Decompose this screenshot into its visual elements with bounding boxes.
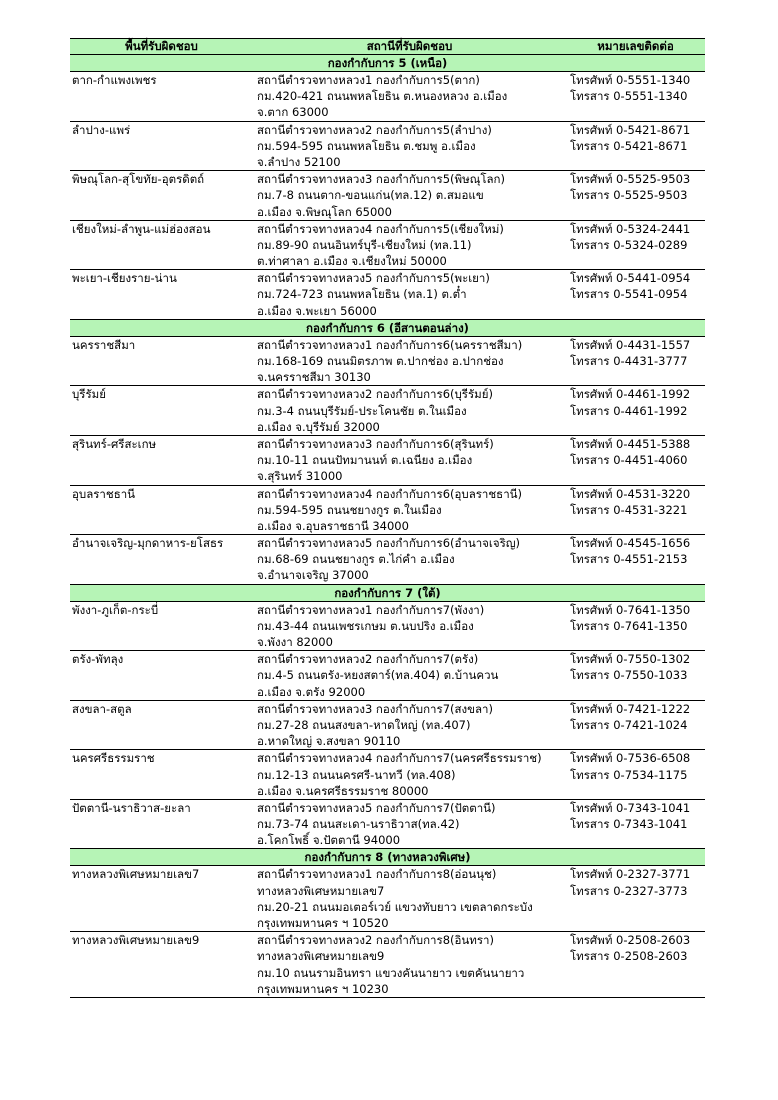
station-address-line: กม.68-69 ถนนชยางกูร ต.ไก่คำ อ.เมือง [257, 552, 455, 567]
fax-number: โทรสาร 0-7421-1024 [570, 717, 688, 732]
contact-cell [566, 171, 705, 221]
header-station: สถานีที่รับผิดชอบ [253, 39, 566, 55]
station-address-line: อ.เมือง จ.บุรีรัมย์ 32000 [257, 419, 380, 434]
area-cell: อุบลราชธานี [70, 485, 253, 535]
station-address-line: กม.12-13 ถนนนครศรี-นาทวี (ทล.408) [257, 767, 456, 782]
station-address-line: กม.27-28 ถนนสงขลา-หาดใหญ่ (ทล.407) [257, 717, 471, 732]
table-row [70, 72, 705, 122]
station-address-line: อ.เมือง จ.พิษณุโลก 65000 [257, 204, 392, 219]
header-area: พื้นที่รับผิดชอบ [70, 39, 253, 55]
station-address-line: สถานีตำรวจทางหลวง3 กองกำกับการ7(สงขลา) [257, 701, 493, 716]
station-cell [253, 386, 566, 436]
fax-number: โทรสาร 0-2327-3773 [570, 883, 688, 898]
table-row [70, 435, 705, 485]
station-address-line: สถานีตำรวจทางหลวง1 กองกำกับการ6(นครราชสีมา) [257, 337, 523, 352]
fax-number: โทรสาร 0-4451-4060 [570, 453, 688, 468]
station-address-line: อ.เมือง จ.อุบลราชธานี 34000 [257, 518, 409, 533]
fax-number: โทรสาร 0-5525-9503 [570, 188, 688, 203]
station-cell [253, 72, 566, 122]
station-address-line: ต.ท่าศาลา อ.เมือง จ.เชียงใหม่ 50000 [257, 254, 447, 269]
station-cell [253, 866, 566, 932]
contact-cell [566, 535, 705, 585]
table-row [70, 485, 705, 535]
table-row [70, 171, 705, 221]
fax-number: โทรสาร 0-7550-1033 [570, 668, 688, 683]
station-address-line: จ.ตาก 63000 [257, 105, 329, 120]
station-cell [253, 651, 566, 701]
table-body [70, 55, 705, 998]
fax-number: โทรสาร 0-5324-0289 [570, 237, 688, 252]
section-header [70, 55, 705, 72]
area-cell: นครราชสีมา [70, 336, 253, 386]
phone-number: โทรศัพท์ 0-4461-1992 [570, 387, 691, 402]
area-cell: ปัตตานี-นราธิวาส-ยะลา [70, 799, 253, 849]
station-address-line: กม.89-90 ถนนอินทร์บุรี-เชียงใหม่ (ทล.11) [257, 237, 472, 252]
area-cell: บุรีรัมย์ [70, 386, 253, 436]
station-address-line: จ.ลำปาง 52100 [257, 154, 341, 169]
contact-cell [566, 220, 705, 270]
phone-number: โทรศัพท์ 0-7421-1222 [570, 701, 691, 716]
station-cell [253, 799, 566, 849]
area-cell: พะเยา-เชียงราย-น่าน [70, 270, 253, 320]
phone-number: โทรศัพท์ 0-7550-1302 [570, 652, 691, 667]
station-address-line: สถานีตำรวจทางหลวง4 กองกำกับการ6(อุบลราชธานี) [257, 486, 523, 501]
station-address-line: สถานีตำรวจทางหลวง3 กองกำกับการ5(พิษณุโลก) [257, 172, 505, 187]
station-address-line: กม.43-44 ถนนเพชรเกษม ต.นบปริง อ.เมือง [257, 618, 474, 633]
phone-number: โทรศัพท์ 0-4545-1656 [570, 536, 691, 551]
phone-number: โทรศัพท์ 0-5551-1340 [570, 73, 691, 87]
phone-number: โทรศัพท์ 0-5525-9503 [570, 172, 691, 187]
table-row [70, 799, 705, 849]
phone-number: โทรศัพท์ 0-4431-1557 [570, 337, 691, 352]
station-address-line: จ.อำนาจเจริญ 37000 [257, 568, 369, 583]
station-address-line: อ.โคกโพธิ์ จ.ปัตตานี 94000 [257, 833, 401, 848]
station-cell [253, 535, 566, 585]
station-address-line: กม.10-11 ถนนปัทมานนท์ ต.เฉนียง อ.เมือง [257, 453, 473, 468]
station-address-line: กม.10 ถนนรามอินทรา แขวงคันนายาว เขตคันนายาว [257, 965, 525, 980]
station-address-line: สถานีตำรวจทางหลวง5 กองกำกับการ5(พะเยา) [257, 271, 490, 286]
station-address-line: กม.7-8 ถนนตาก-ขอนแก่น(ทล.12) ต.สมอแข [257, 188, 484, 203]
station-table [70, 38, 705, 998]
station-address-line: สถานีตำรวจทางหลวง1 กองกำกับการ5(ตาก) [257, 73, 480, 87]
area-cell: นครศรีธรรมราช [70, 750, 253, 800]
table-row [70, 535, 705, 585]
section-header [70, 584, 705, 601]
contact-cell [566, 485, 705, 535]
contact-cell [566, 386, 705, 436]
table-row [70, 336, 705, 386]
station-address-line: สถานีตำรวจทางหลวง5 กองกำกับการ6(อำนาจเจริญ) [257, 536, 521, 551]
station-address-line: กม.73-74 ถนนสะเดา-นราธิวาส(ทล.42) [257, 817, 460, 832]
phone-number: โทรศัพท์ 0-4531-3220 [570, 486, 691, 501]
table-row [70, 932, 705, 998]
station-cell [253, 601, 566, 651]
area-cell: พิษณุโลก-สุโขทัย-อุตรดิตถ์ [70, 171, 253, 221]
station-address-line: อ.เมือง จ.ตรัง 92000 [257, 684, 366, 699]
station-address-line: กม.724-723 ถนนพหลโยธิน (ทล.1) ต.ต๋ำ [257, 287, 467, 302]
section-title: กองกำกับการ 6 (อีสานตอนล่าง) [70, 319, 705, 336]
section-title: กองกำกับการ 5 (เหนือ) [70, 55, 705, 72]
contact-cell [566, 601, 705, 651]
station-address-line: สถานีตำรวจทางหลวง2 กองกำกับการ8(อินทรา) [257, 933, 494, 948]
fax-number: โทรสาร 0-7534-1175 [570, 767, 688, 782]
station-cell [253, 336, 566, 386]
area-cell: ทางหลวงพิเศษหมายเลข9 [70, 932, 253, 998]
area-cell: พังงา-ภูเก็ต-กระบี่ [70, 601, 253, 651]
phone-number: โทรศัพท์ 0-5421-8671 [570, 122, 691, 137]
section-header [70, 849, 705, 866]
fax-number: โทรสาร 0-7343-1041 [570, 817, 688, 832]
table-header [70, 39, 705, 55]
station-address-line: สถานีตำรวจทางหลวง2 กองกำกับการ5(ลำปาง) [257, 122, 492, 137]
phone-number: โทรศัพท์ 0-2508-2603 [570, 933, 691, 948]
station-address-line: สถานีตำรวจทางหลวง1 กองกำกับการ8(อ่อนนุช) [257, 867, 497, 882]
fax-number: โทรสาร 0-4531-3221 [570, 502, 688, 517]
station-cell [253, 932, 566, 998]
phone-number: โทรศัพท์ 0-5441-0954 [570, 271, 691, 286]
contact-cell [566, 72, 705, 122]
contact-cell [566, 270, 705, 320]
fax-number: โทรสาร 0-5421-8671 [570, 138, 688, 153]
area-cell: ลำปาง-แพร่ [70, 121, 253, 171]
station-address-line: จ.สุรินทร์ 31000 [257, 469, 343, 484]
contact-cell [566, 932, 705, 998]
station-cell [253, 171, 566, 221]
table-row [70, 651, 705, 701]
station-address-line: สถานีตำรวจทางหลวง2 กองกำกับการ7(ตรัง) [257, 652, 479, 667]
fax-number: โทรสาร 0-7641-1350 [570, 618, 688, 633]
fax-number: โทรสาร 0-4431-3777 [570, 354, 688, 368]
station-address-line: อ.หาดใหญ่ จ.สงขลา 90110 [257, 734, 401, 749]
fax-number: โทรสาร 0-4551-2153 [570, 552, 688, 567]
contact-cell [566, 435, 705, 485]
contact-cell [566, 336, 705, 386]
station-address-line: ทางหลวงพิเศษหมายเลข7 [257, 883, 385, 898]
section-title: กองกำกับการ 7 (ใต้) [70, 584, 705, 601]
station-address-line: สถานีตำรวจทางหลวง5 กองกำกับการ7(ปัตตานี) [257, 800, 496, 815]
station-address-line: กรุงเทพมหานคร ฯ 10520 [257, 916, 389, 930]
phone-number: โทรศัพท์ 0-4451-5388 [570, 436, 691, 451]
station-address-line: จ.นครราชสีมา 30130 [257, 370, 371, 385]
station-address-line: กม.420-421 ถนนพหลโยธิน ต.หนองหลวง อ.เมือง [257, 89, 508, 104]
section-title: กองกำกับการ 8 (ทางหลวงพิเศษ) [70, 849, 705, 866]
table-row [70, 121, 705, 171]
phone-number: โทรศัพท์ 0-5324-2441 [570, 221, 691, 236]
area-cell: เชียงใหม่-ลำพูน-แม่ฮ่องสอน [70, 220, 253, 270]
header-contact: หมายเลขติดต่อ [566, 39, 705, 55]
phone-number: โทรศัพท์ 0-7641-1350 [570, 602, 691, 617]
station-address-line: สถานีตำรวจทางหลวง2 กองกำกับการ6(บุรีรัมย์) [257, 387, 493, 402]
fax-number: โทรสาร 0-5541-0954 [570, 287, 688, 302]
station-cell [253, 220, 566, 270]
station-address-line: กรุงเทพมหานคร ฯ 10230 [257, 981, 389, 996]
station-address-line: สถานีตำรวจทางหลวง1 กองกำกับการ7(พังงา) [257, 602, 485, 617]
station-cell [253, 485, 566, 535]
station-address-line: สถานีตำรวจทางหลวง4 กองกำกับการ7(นครศรีธรรมราช) [257, 751, 542, 766]
contact-cell [566, 700, 705, 750]
table-row [70, 270, 705, 320]
phone-number: โทรศัพท์ 0-7343-1041 [570, 800, 691, 815]
phone-number: โทรศัพท์ 0-2327-3771 [570, 867, 691, 882]
document [70, 38, 705, 998]
contact-cell [566, 750, 705, 800]
station-address-line: จ.พังงา 82000 [257, 635, 333, 649]
table-row [70, 750, 705, 800]
station-address-line: กม.4-5 ถนนตรัง-หยงสตาร์(ทล.404) ต.บ้านควน [257, 668, 499, 683]
area-cell: ตรัง-พัทลุง [70, 651, 253, 701]
station-address-line: อ.เมือง จ.พะเยา 56000 [257, 303, 377, 318]
station-address-line: กม.168-169 ถนนมิตรภาพ ต.ปากช่อง อ.ปากช่อง [257, 354, 504, 368]
contact-cell [566, 121, 705, 171]
phone-number: โทรศัพท์ 0-7536-6508 [570, 751, 691, 766]
fax-number: โทรสาร 0-4461-1992 [570, 403, 688, 418]
section-header [70, 319, 705, 336]
table-row [70, 700, 705, 750]
area-cell: ตาก-กำแพงเพชร [70, 72, 253, 122]
fax-number: โทรสาร 0-5551-1340 [570, 89, 688, 104]
station-cell [253, 700, 566, 750]
station-address-line: กม.20-21 ถนนมอเตอร์เวย์ แขวงทับยาว เขตลาดกระบัง [257, 899, 533, 914]
station-address-line: สถานีตำรวจทางหลวง4 กองกำกับการ5(เชียงใหม่) [257, 221, 504, 236]
station-address-line: อ.เมือง จ.นครศรีธรรมราช 80000 [257, 783, 429, 798]
station-address-line: กม.594-595 ถนนชยางกูร ต.ในเมือง [257, 502, 442, 517]
station-cell [253, 750, 566, 800]
station-cell [253, 121, 566, 171]
table-row [70, 601, 705, 651]
table-row [70, 220, 705, 270]
station-address-line: ทางหลวงพิเศษหมายเลข9 [257, 949, 385, 964]
station-address-line: กม.594-595 ถนนพหลโยธิน ต.ชมพู อ.เมือง [257, 138, 476, 153]
station-cell [253, 435, 566, 485]
area-cell: สุรินทร์-ศรีสะเกษ [70, 435, 253, 485]
station-cell [253, 270, 566, 320]
area-cell: อำนาจเจริญ-มุกดาหาร-ยโสธร [70, 535, 253, 585]
table-row [70, 386, 705, 436]
fax-number: โทรสาร 0-2508-2603 [570, 949, 688, 964]
contact-cell [566, 651, 705, 701]
area-cell: สงขลา-สตูล [70, 700, 253, 750]
area-cell: ทางหลวงพิเศษหมายเลข7 [70, 866, 253, 932]
table-row [70, 866, 705, 932]
station-address-line: สถานีตำรวจทางหลวง3 กองกำกับการ6(สุรินทร์) [257, 436, 494, 451]
contact-cell [566, 799, 705, 849]
contact-cell [566, 866, 705, 932]
station-address-line: กม.3-4 ถนนบุรีรัมย์-ประโคนชัย ต.ในเมือง [257, 403, 467, 418]
